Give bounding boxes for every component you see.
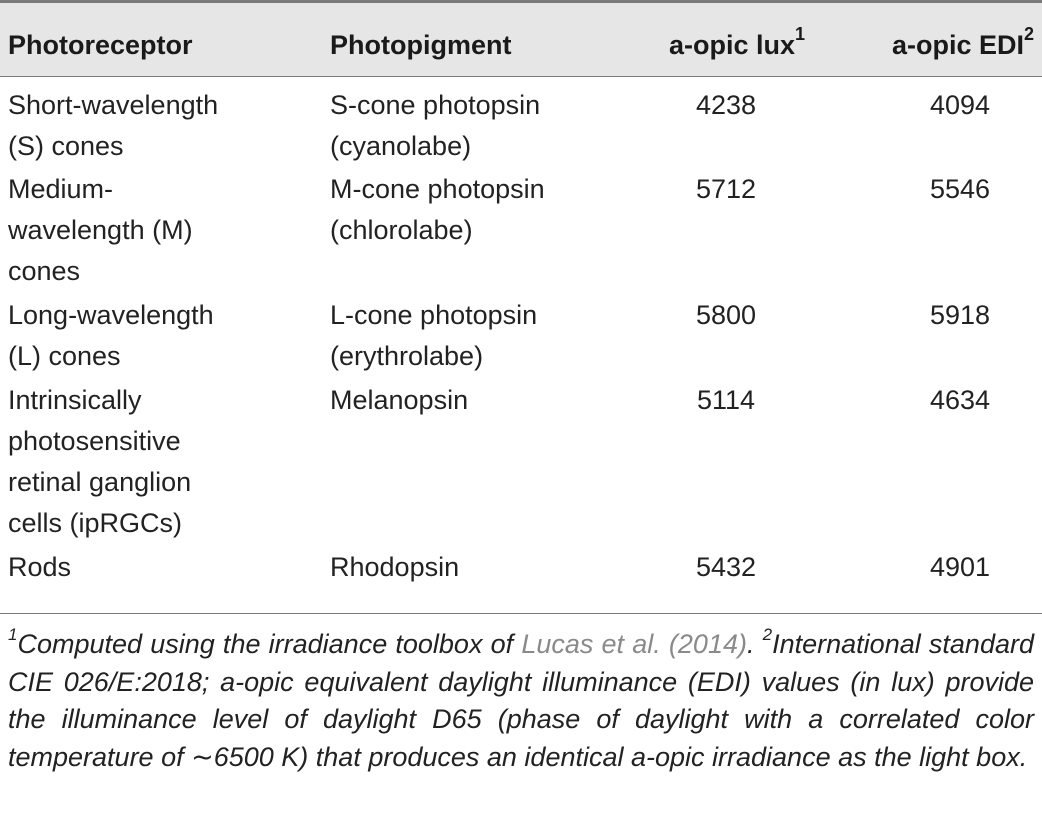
cell-photoreceptor <box>8 547 308 588</box>
cell-aopic-edi: 5918 <box>929 300 991 330</box>
cell-aopic-lux: 5432 <box>695 552 757 582</box>
cell-photoreceptor-line: photosensitive <box>8 426 181 456</box>
footnote-marker-2: 2 <box>1023 24 1034 44</box>
cell-photopigment-line: (erythrolabe) <box>330 341 484 371</box>
header-aopic-edi: a-opic EDI$^2$ <box>891 24 1034 60</box>
cell-aopic-lux: 5800 <box>695 300 757 330</box>
cell-photopigment-line: Melanopsin <box>330 385 469 415</box>
cell-photopigment-line: (chlorolabe) <box>330 215 473 245</box>
cell-photopigment <box>330 380 610 421</box>
cell-aopic-edi: 5546 <box>929 174 991 204</box>
cell-photoreceptor-line: Medium- <box>8 174 114 204</box>
cell-photopigment-line: Rhodopsin <box>330 552 460 582</box>
cell-photopigment <box>330 169 610 251</box>
cell-photopigment <box>330 85 610 167</box>
cell-photoreceptor-line: (L) cones <box>8 341 121 371</box>
footnote-text-2: . <box>746 629 763 659</box>
citation-link[interactable]: Lucas et al. (2014) <box>521 629 747 659</box>
cell-photoreceptor-line: Intrinsically <box>8 385 142 415</box>
cell-photoreceptor <box>8 85 308 167</box>
cell-photoreceptor-line: cells (ipRGCs) <box>8 508 183 538</box>
cell-aopic-edi: 4634 <box>929 385 991 415</box>
cell-photopigment-line: S-cone photopsin <box>330 90 541 120</box>
cell-aopic-lux: 4238 <box>695 90 757 120</box>
footnote-marker-1: 1 <box>794 24 805 44</box>
table-header <box>0 0 1042 77</box>
cell-aopic-edi: 4094 <box>929 90 991 120</box>
cell-photoreceptor-line: wavelength (M) <box>8 215 193 245</box>
footnote-text-1: Computed using the irradiance toolbox of <box>17 629 522 659</box>
footnote-text-3: International standard CIE 026/E:2018; a-opic equivalent daylight illuminance (EDI) values (in lux) provide the illuminance level of daylight D65 (phase of daylight with a correlated color temperature of ∼6500 K) that produces an identical a-opic irradiance as the light box. <box>8 629 1034 772</box>
table-footnote <box>8 626 1034 776</box>
cell-photoreceptor-line: (S) cones <box>8 131 124 161</box>
cell-photoreceptor-line: retinal ganglion <box>8 467 192 497</box>
cell-photoreceptor-line: Rods <box>8 552 72 582</box>
cell-photoreceptor <box>8 169 308 292</box>
header-photopigment: Photopigment <box>330 30 512 60</box>
cell-photoreceptor-line: Long-wavelength <box>8 300 214 330</box>
header-aopic-lux: a-opic lux$^1$ <box>668 24 805 60</box>
cell-photoreceptor-line: Short-wavelength <box>8 90 219 120</box>
cell-photopigment <box>330 295 610 377</box>
cell-aopic-edi: 4901 <box>929 552 991 582</box>
footnote-sup-1: 1 <box>8 625 18 644</box>
cell-photopigment-line: (cyanolabe) <box>330 131 472 161</box>
cell-photopigment-line: L-cone photopsin <box>330 300 538 330</box>
cell-photoreceptor-line: cones <box>8 256 81 286</box>
footnote-sup-2: 2 <box>762 625 773 644</box>
header-photoreceptor: Photoreceptor <box>8 30 193 60</box>
cell-aopic-lux: 5114 <box>696 385 756 415</box>
cell-aopic-lux: 5712 <box>695 174 757 204</box>
table-bottom-rule <box>0 613 1042 614</box>
cell-photoreceptor <box>8 295 308 377</box>
cell-photopigment-line: M-cone photopsin <box>330 174 545 204</box>
cell-photopigment <box>330 547 610 588</box>
cell-photoreceptor <box>8 380 308 544</box>
